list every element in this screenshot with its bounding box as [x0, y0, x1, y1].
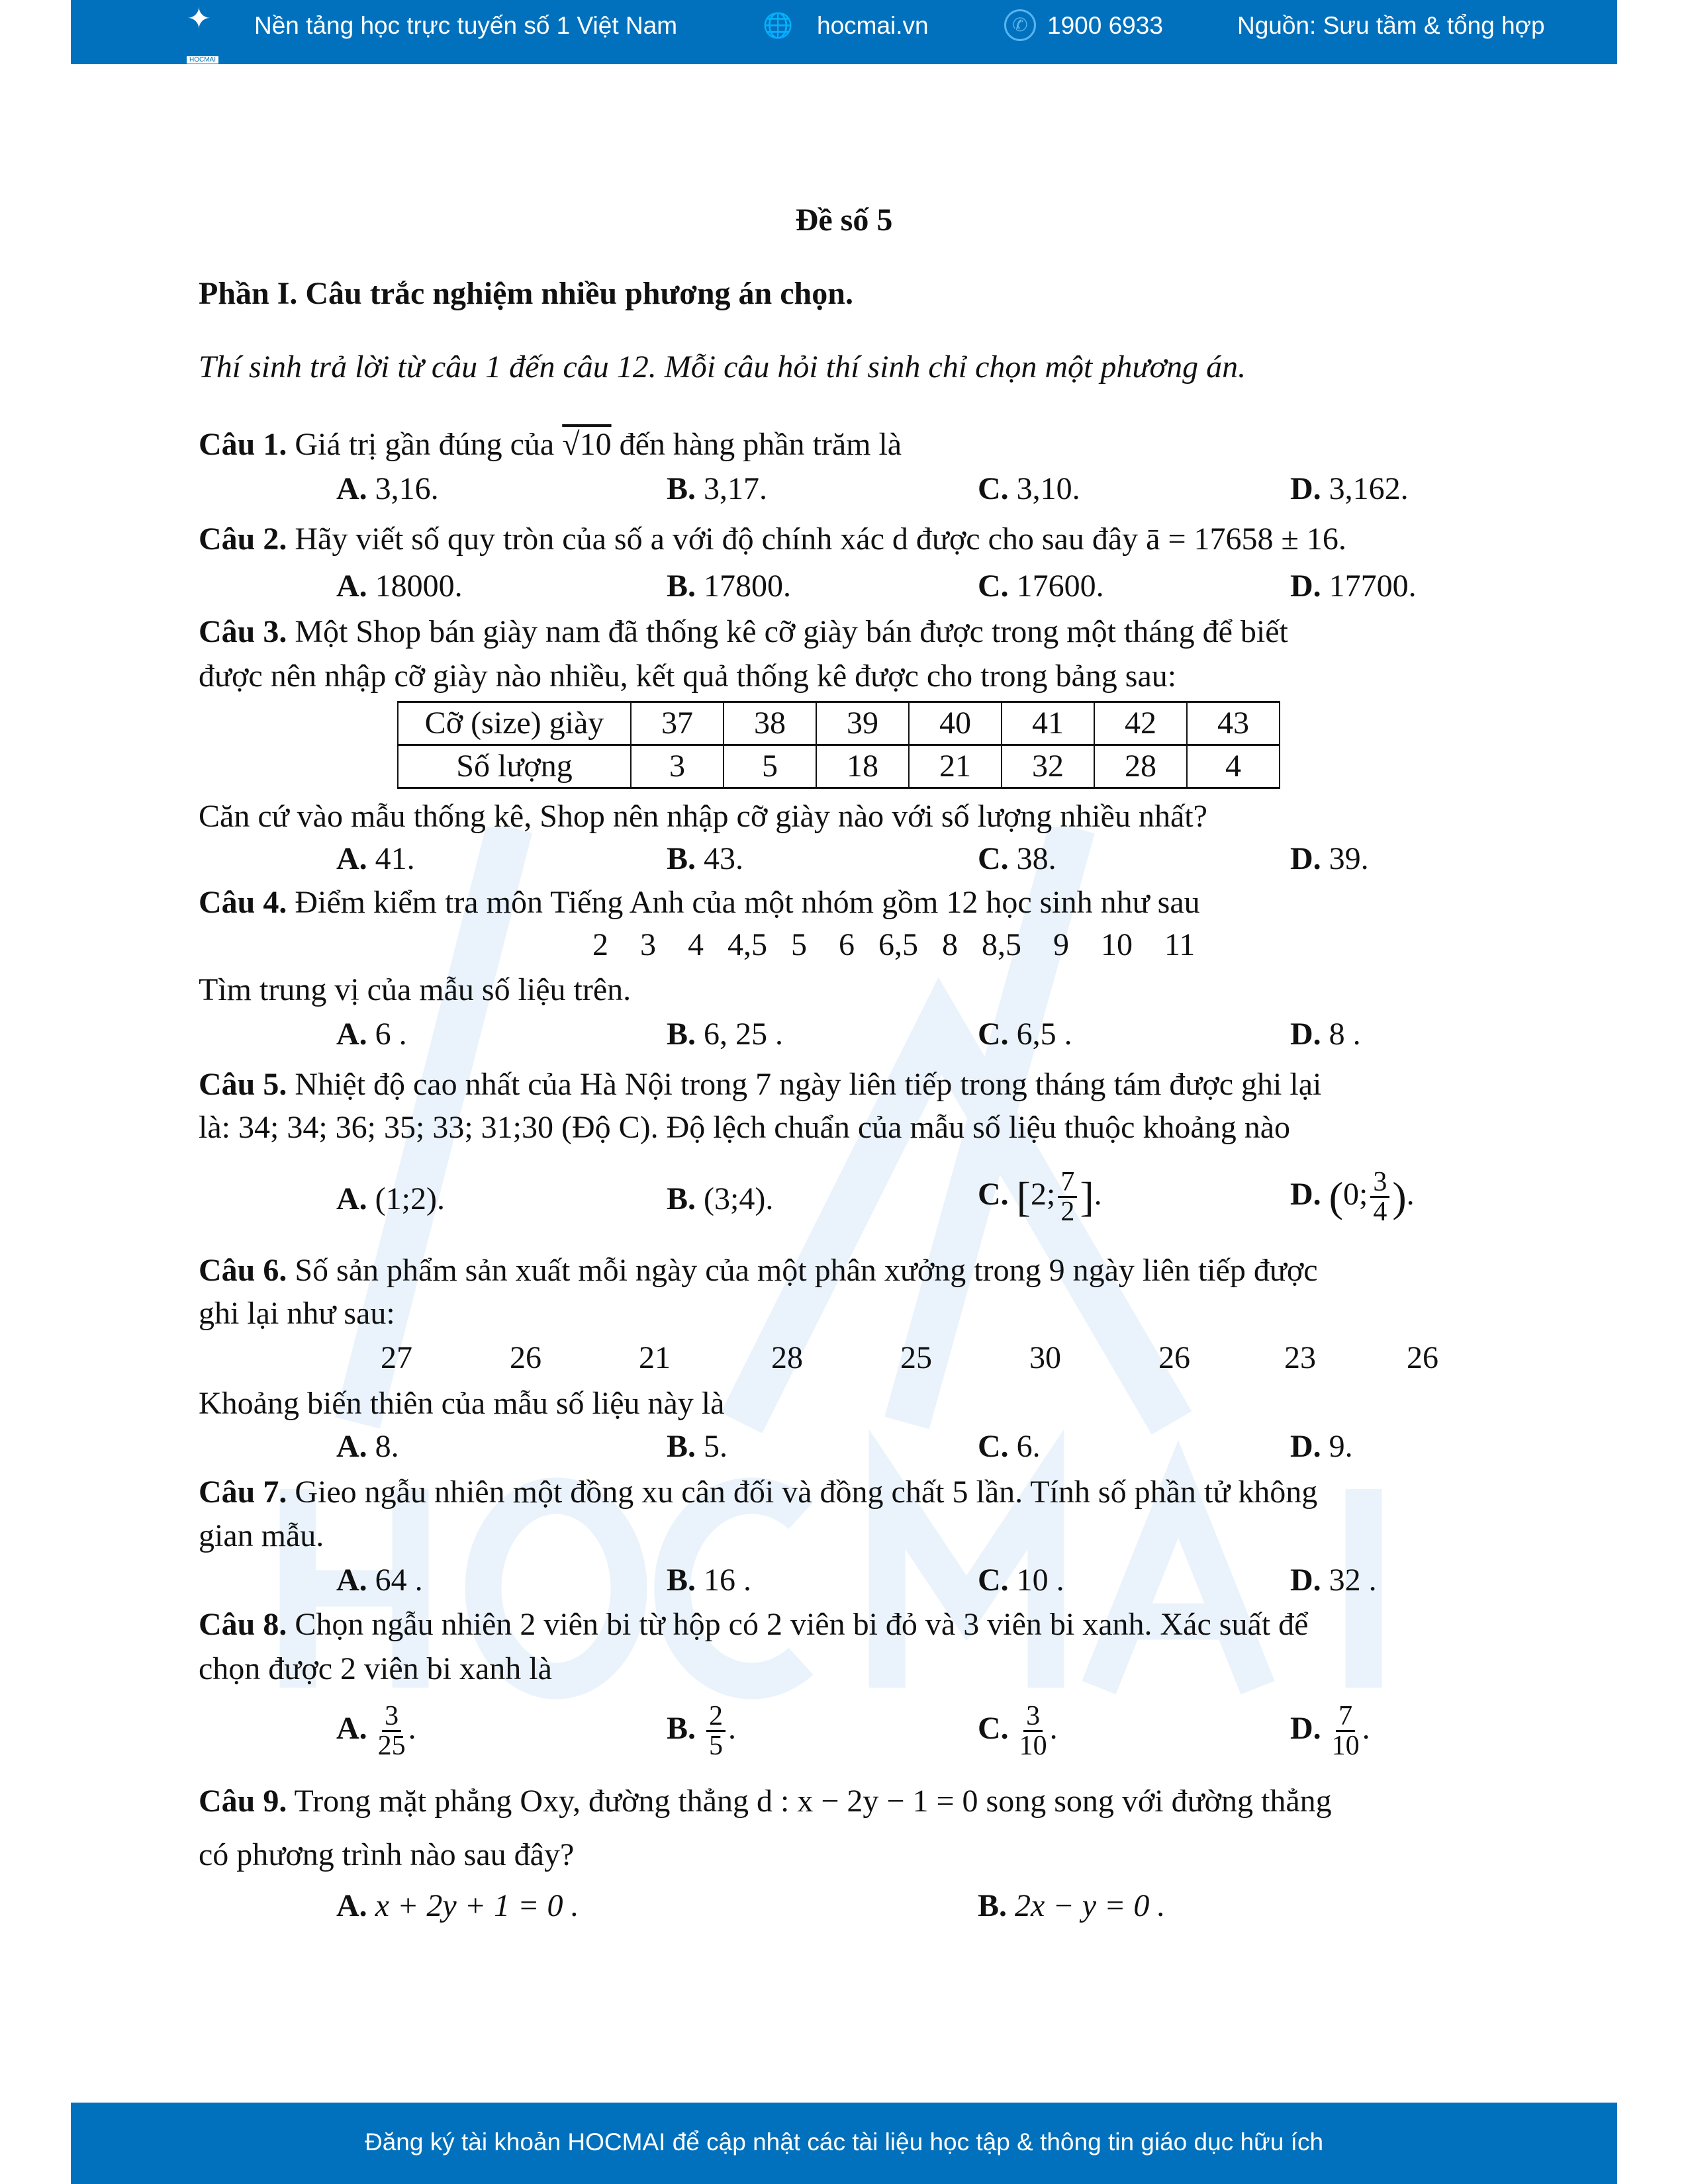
q8-option-a[interactable]: A. $\frac{3}{25}$ . [336, 1701, 416, 1762]
q9-option-a[interactable]: A. x + 2y + 1 = 0 . [336, 1888, 579, 1923]
question-7-line2: gian mẫu. [199, 1518, 324, 1553]
table-cell: 21 [909, 745, 1002, 788]
question-9: Câu 9. Trong mặt phẳng Oxy, đường thẳng d : x − 2y − 1 = 0 song song với đường thẳng [199, 1784, 1332, 1819]
q1-option-c[interactable]: C. 3,10. [978, 471, 1080, 506]
section-heading: Phần I. Câu trắc nghiệm nhiều phương án chọn. [199, 276, 853, 311]
q2-option-b[interactable]: B. 17800. [667, 569, 792, 604]
q6-option-a[interactable]: A. 8. [336, 1429, 399, 1464]
table-cell: 40 [909, 702, 1002, 745]
q6-value: 28 [771, 1340, 803, 1375]
q7-option-c[interactable]: C. 10 . [978, 1563, 1064, 1598]
q6-option-d[interactable]: D. 9. [1290, 1429, 1353, 1464]
table-cell: 43 [1187, 702, 1280, 745]
q7-option-d[interactable]: D. 32 . [1290, 1563, 1377, 1598]
header-bar [71, 0, 1617, 64]
table-cell: 3 [631, 745, 724, 788]
table-cell: 32 [1002, 745, 1094, 788]
q8-option-b[interactable]: B. $\frac{2}{5}$ . [667, 1701, 737, 1762]
table-cell: 39 [816, 702, 909, 745]
header-slogan: Nền tảng học trực tuyến số 1 Việt Nam [254, 12, 678, 39]
q3-option-c[interactable]: C. 38. [978, 841, 1056, 876]
q3-option-a[interactable]: A. 41. [336, 841, 415, 876]
q4-option-b[interactable]: B. 6, 25 . [667, 1017, 784, 1052]
q4-option-a[interactable]: A. 6 . [336, 1017, 407, 1052]
question-3-line2: được nên nhập cỡ giày nào nhiều, kết quả thống kê được cho trong bảng sau: [199, 659, 1177, 694]
q4-data: 2 3 4 4,5 5 6 6,5 8 8,5 9 10 11 [592, 927, 1196, 962]
q2-option-c[interactable]: C. 17600. [978, 569, 1104, 604]
header-source: Nguồn: Sưu tầm & tổng hợp [1237, 12, 1545, 39]
question-3: Câu 3. Một Shop bán giày nam đã thống kê cỡ giày bán được trong một tháng để biết [199, 614, 1288, 649]
q6-value: 26 [1407, 1340, 1438, 1375]
question-1: Câu 1. Giá trị gần đúng của √10 đến hàng phần trăm là [199, 427, 902, 462]
table-cell: 38 [724, 702, 816, 745]
table-header: Cỡ (size) giày [398, 702, 631, 745]
q3-option-d[interactable]: D. 39. [1290, 841, 1369, 876]
q8-option-d[interactable]: D. $\frac{7}{10}$ . [1290, 1701, 1370, 1762]
question-8: Câu 8. Chọn ngẫu nhiên 2 viên bi từ hộp có 2 viên bi đỏ và 3 viên bi xanh. Xác suất để [199, 1607, 1309, 1642]
question-9-line2: có phương trình nào sau đây? [199, 1837, 575, 1872]
q5-option-c[interactable]: C. [2; $\frac{7}{2}$ ]. [978, 1167, 1102, 1228]
table-row [398, 745, 1280, 788]
q6-value: 23 [1284, 1340, 1316, 1375]
q6-value: 26 [1158, 1340, 1190, 1375]
header-phone[interactable]: 1900 6933 [1047, 12, 1163, 39]
q6-option-c[interactable]: C. 6. [978, 1429, 1041, 1464]
shoe-size-table [397, 701, 1280, 789]
q2-option-d[interactable]: D. 17700. [1290, 569, 1417, 604]
q6-value: 25 [900, 1340, 932, 1375]
q2-option-a[interactable]: A. 18000. [336, 569, 463, 604]
q8-option-c[interactable]: C. $\frac{3}{10}$ . [978, 1701, 1058, 1762]
q9-option-b[interactable]: B. 2x − y = 0 . [978, 1888, 1166, 1923]
question-6-line2: ghi lại như sau: [199, 1296, 395, 1331]
q1-option-b[interactable]: B. 3,17. [667, 471, 768, 506]
question-4: Câu 4. Điểm kiểm tra môn Tiếng Anh của một nhóm gồm 12 học sinh như sau [199, 885, 1200, 920]
question-5: Câu 5. Nhiệt độ cao nhất của Hà Nội trong 7 ngày liên tiếp trong tháng tám được ghi lại [199, 1067, 1322, 1102]
table-header: Số lượng [398, 745, 631, 788]
footer-text[interactable]: Đăng ký tài khoản HOCMAI để cập nhật các tài liệu học tập & thông tin giáo dục hữu ích [364, 2128, 1324, 2156]
table-row [398, 702, 1280, 745]
watermark-letter-a [1099, 1489, 1258, 1688]
table-cell: 5 [724, 745, 816, 788]
q7-option-a[interactable]: A. 64 . [336, 1563, 423, 1598]
q1-option-a[interactable]: A. 3,16. [336, 471, 439, 506]
q6-value: 27 [381, 1340, 412, 1375]
hocmai-logo: ✦ HOCMAI [187, 3, 218, 69]
question-5-line2: là: 34; 34; 36; 35; 33; 31;30 (Độ C). Độ lệch chuẩn của mẫu số liệu thuộc khoảng nào [199, 1110, 1291, 1145]
question-7: Câu 7. Gieo ngẫu nhiên một đồng xu cân đối và đồng chất 5 lần. Tính số phần tử không [199, 1475, 1318, 1510]
question-4-line2: Tìm trung vị của mẫu số liệu trên. [199, 972, 632, 1007]
page-title: Đề số 5 [795, 203, 893, 238]
q6-value: 26 [510, 1340, 541, 1375]
question-6: Câu 6. Số sản phẩm sản xuất mỗi ngày của một phân xưởng trong 9 ngày liên tiếp được [199, 1253, 1318, 1288]
footer-bar [71, 2103, 1617, 2184]
table-cell: 42 [1094, 702, 1187, 745]
table-cell: 28 [1094, 745, 1187, 788]
table-cell: 4 [1187, 745, 1280, 788]
question-6-line3: Khoảng biến thiên của mẫu số liệu này là [199, 1386, 725, 1421]
q5-option-d[interactable]: D. (0; $\frac{3}{4}$ ). [1290, 1167, 1415, 1228]
q6-value: 21 [639, 1340, 671, 1375]
table-cell: 18 [816, 745, 909, 788]
q3-option-b[interactable]: B. 43. [667, 841, 744, 876]
question-2: Câu 2. Hãy viết số quy tròn của số a với độ chính xác d được cho sau đây ā = 17658 ± 16. [199, 522, 1346, 557]
q5-option-a[interactable]: A. (1;2). [336, 1181, 445, 1216]
q5-option-b[interactable]: B. (3;4). [667, 1181, 774, 1216]
q6-option-b[interactable]: B. 5. [667, 1429, 728, 1464]
table-cell: 37 [631, 702, 724, 745]
q7-option-b[interactable]: B. 16 . [667, 1563, 752, 1598]
q6-data [381, 1340, 1473, 1377]
header-website[interactable]: hocmai.vn [817, 12, 929, 39]
q4-option-d[interactable]: D. 8 . [1290, 1017, 1361, 1052]
q4-option-c[interactable]: C. 6,5 . [978, 1017, 1072, 1052]
q6-value: 30 [1029, 1340, 1061, 1375]
phone-icon: ✆ [1004, 9, 1036, 41]
globe-icon: 🌐 [763, 12, 794, 39]
question-3-line3: Căn cứ vào mẫu thống kê, Shop nên nhập cỡ giày nào với số lượng nhiều nhất? [199, 799, 1207, 834]
instruction: Thí sinh trả lời từ câu 1 đến câu 12. Mỗi câu hỏi thí sinh chỉ chọn một phương án. [199, 349, 1246, 385]
question-8-line2: chọn được 2 viên bi xanh là [199, 1651, 552, 1686]
q1-option-d[interactable]: D. 3,162. [1290, 471, 1409, 506]
table-cell: 41 [1002, 702, 1094, 745]
